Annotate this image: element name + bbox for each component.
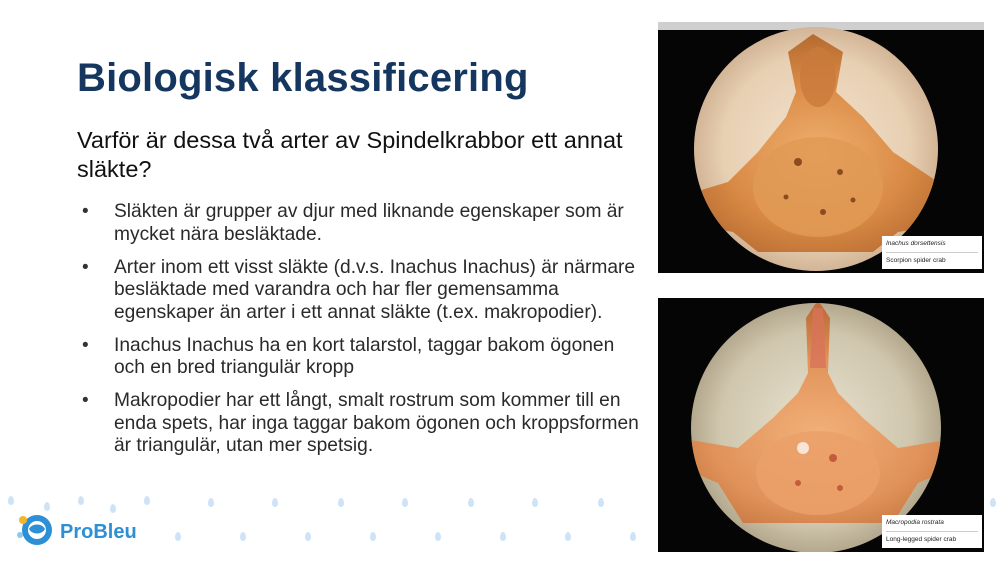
slide-title: Biologisk klassificering [77, 56, 529, 100]
bullet-item [82, 201, 647, 246]
bullet-dot-icon: • [82, 201, 89, 222]
drop-icon [272, 498, 278, 507]
bullet-text: Släkten är grupper av djur med liknande egenskaper som är mycket nära besläktade. [114, 201, 624, 245]
bullet-dot-icon: • [82, 390, 89, 411]
brand-name: ProBleu [60, 521, 137, 543]
crab-photo-inachus [658, 22, 984, 273]
bullet-item [82, 335, 647, 380]
bullet-list [82, 201, 647, 468]
probleu-logo-icon [16, 511, 56, 547]
drop-icon [402, 498, 408, 507]
crab-image-macropodia [658, 298, 984, 552]
bullet-item [82, 390, 647, 458]
drop-icon [990, 498, 996, 507]
bullet-dot-icon: • [82, 256, 89, 278]
scientific-name: Inachus dorsettensis [886, 239, 978, 253]
drop-icon [435, 532, 441, 541]
image-caption [882, 236, 982, 269]
drop-icon [305, 532, 311, 541]
bullet-dot-icon: • [82, 334, 89, 356]
bullet-text: Inachus Inachus ha en kort talarstol, taggar bakom ögonen och en bred triangulär kropp [114, 334, 615, 378]
common-name: Scorpion spider crab [886, 257, 946, 264]
drop-icon [532, 498, 538, 507]
drop-icon [208, 498, 214, 507]
image-caption [882, 515, 982, 548]
drop-icon [468, 498, 474, 507]
drop-icon [240, 532, 246, 541]
drop-icon [78, 496, 84, 505]
common-name: Long-legged spider crab [886, 536, 957, 543]
crab-photo-macropodia [658, 298, 984, 552]
drop-icon [500, 532, 506, 541]
drop-icon [8, 496, 14, 505]
drop-icon [565, 532, 571, 541]
slide-subtitle: Varför är dessa två arter av Spindelkrabbor ett annat släkte? [77, 127, 623, 182]
bullet-item [82, 257, 647, 325]
drop-icon [598, 498, 604, 507]
drop-icon [338, 498, 344, 507]
bullet-text: Makropodier har ett långt, smalt rostrum som kommer till en enda spets, har inga taggar bakom ögonen och kroppsformen är triangulär, utan mer spetsig. [114, 390, 639, 456]
drop-icon [630, 532, 636, 541]
drop-icon [44, 502, 50, 511]
drop-icon [144, 496, 150, 505]
bullet-text: Arter inom ett visst släkte (d.v.s. Inachus Inachus) är närmare besläktade med varandra och har fler gemensamma egenskaper än arter i ett annat släkte (t.ex. makropodier). [114, 256, 636, 323]
drop-icon [370, 532, 376, 541]
scientific-name: Macropodia rostrata [886, 518, 978, 532]
drop-icon [175, 532, 181, 541]
drop-icon [110, 504, 116, 513]
